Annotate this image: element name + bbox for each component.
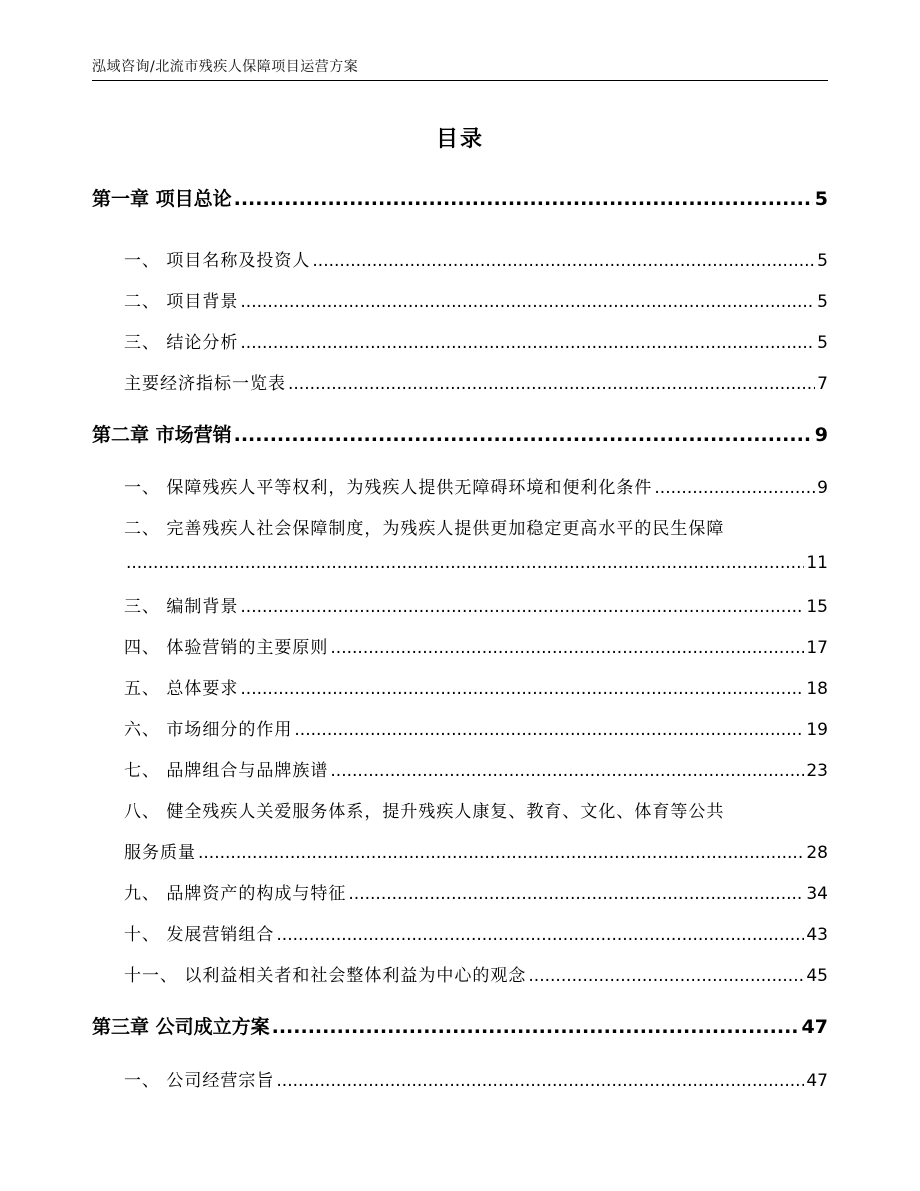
toc-dot-leader xyxy=(234,424,813,446)
toc-dot-leader xyxy=(240,333,815,353)
toc-section-2-2-line2[interactable] xyxy=(124,553,828,573)
toc-page-number: 18 xyxy=(806,679,828,699)
toc-section-2-10[interactable] xyxy=(124,920,828,945)
toc-dot-leader xyxy=(240,292,815,312)
toc-chapter-1[interactable] xyxy=(92,184,828,211)
toc-entry-label: 第三章 公司成立方案 xyxy=(92,1016,270,1038)
toc-section-1-2[interactable] xyxy=(124,287,828,312)
toc-section-2-2-line1[interactable]: 二、 完善残疾人社会保障制度，为残疾人提供更加稳定更高水平的民生保障 xyxy=(124,519,725,539)
toc-page-number: 5 xyxy=(814,188,828,210)
toc-page-number: 28 xyxy=(806,843,828,863)
toc-section-2-8-line2[interactable] xyxy=(124,838,828,863)
toc-entry-label: 一、 公司经营宗旨 xyxy=(124,1071,275,1091)
running-header: 泓域咨询/北流市残疾人保障项目运营方案 xyxy=(92,59,359,75)
toc-page-number: 17 xyxy=(806,638,828,658)
toc-entry-label: 十一、 以利益相关者和社会整体利益为中心的观念 xyxy=(124,966,527,986)
toc-page-number: 43 xyxy=(806,925,828,945)
toc-dot-leader xyxy=(330,761,804,781)
toc-dot-leader xyxy=(294,720,804,740)
toc-section-2-5[interactable] xyxy=(124,674,828,699)
toc-section-2-11[interactable] xyxy=(124,961,828,986)
toc-dot-leader xyxy=(234,188,813,210)
toc-section-2-4[interactable] xyxy=(124,633,828,658)
toc-page-number: 23 xyxy=(806,761,828,781)
toc-dot-leader xyxy=(288,374,815,394)
toc-dot-leader xyxy=(528,966,804,986)
toc-entry-label: 三、 结论分析 xyxy=(124,333,239,353)
toc-dot-leader xyxy=(240,597,804,617)
toc-chapter-3[interactable] xyxy=(92,1012,828,1039)
toc-page-number: 45 xyxy=(806,966,828,986)
toc-page-number: 47 xyxy=(801,1016,828,1038)
toc-section-2-3[interactable] xyxy=(124,592,828,617)
toc-page-number: 9 xyxy=(814,424,828,446)
toc-entry-label: 第二章 市场营销 xyxy=(92,424,232,446)
toc-dot-leader xyxy=(312,251,815,271)
toc-entry-label: 十、 发展营销组合 xyxy=(124,925,275,945)
toc-dot-leader xyxy=(330,638,804,658)
toc-dot-leader xyxy=(276,925,804,945)
header-divider xyxy=(92,80,828,81)
toc-entry-label: 四、 体验营销的主要原则 xyxy=(124,638,329,658)
toc-section-2-9[interactable] xyxy=(124,879,828,904)
toc-entry-label: 主要经济指标一览表 xyxy=(124,374,286,394)
toc-section-1-1[interactable] xyxy=(124,246,828,271)
toc-page-number: 5 xyxy=(817,292,828,312)
toc-dot-leader xyxy=(348,884,804,904)
toc-title: 目录 xyxy=(435,127,484,152)
toc-page-number: 15 xyxy=(806,597,828,617)
toc-page-number: 5 xyxy=(817,251,828,271)
toc-page-number: 34 xyxy=(806,884,828,904)
toc-section-2-7[interactable] xyxy=(124,756,828,781)
toc-page-number: 47 xyxy=(806,1071,828,1091)
toc-page-number: 5 xyxy=(817,333,828,353)
toc-page-number: 7 xyxy=(817,374,828,394)
toc-entry-label: 服务质量 xyxy=(124,843,196,863)
toc-page-number: 9 xyxy=(817,478,828,498)
toc-chapter-2[interactable] xyxy=(92,420,828,447)
toc-section-1-3[interactable] xyxy=(124,328,828,353)
toc-entry-label: 六、 市场细分的作用 xyxy=(124,720,293,740)
toc-dot-leader xyxy=(126,553,804,573)
toc-dot-leader xyxy=(654,478,815,498)
toc-entry-label: 一、 项目名称及投资人 xyxy=(124,251,311,271)
toc-entry-label: 五、 总体要求 xyxy=(124,679,239,699)
toc-section-2-8-line1[interactable]: 八、 健全残疾人关爱服务体系，提升残疾人康复、教育、文化、体育等公共 xyxy=(124,802,725,822)
toc-dot-leader xyxy=(240,679,804,699)
toc-section-2-1[interactable] xyxy=(124,473,828,498)
toc-entry-label: 二、 项目背景 xyxy=(124,292,239,312)
toc-entry-label: 七、 品牌组合与品牌族谱 xyxy=(124,761,329,781)
toc-entry-label: 九、 品牌资产的构成与特征 xyxy=(124,884,347,904)
toc-dot-leader xyxy=(198,843,804,863)
toc-entry-label: 第一章 项目总论 xyxy=(92,188,232,210)
toc-section-2-6[interactable] xyxy=(124,715,828,740)
toc-section-1-4[interactable] xyxy=(124,369,828,394)
toc-page-number: 11 xyxy=(806,553,828,573)
toc-dot-leader xyxy=(276,1071,804,1091)
toc-entry-label: 一、 保障残疾人平等权利，为残疾人提供无障碍环境和便利化条件 xyxy=(124,478,653,498)
toc-section-3-1[interactable] xyxy=(124,1066,828,1091)
toc-entry-label: 三、 编制背景 xyxy=(124,597,239,617)
toc-page-number: 19 xyxy=(806,720,828,740)
toc-dot-leader xyxy=(272,1016,800,1038)
